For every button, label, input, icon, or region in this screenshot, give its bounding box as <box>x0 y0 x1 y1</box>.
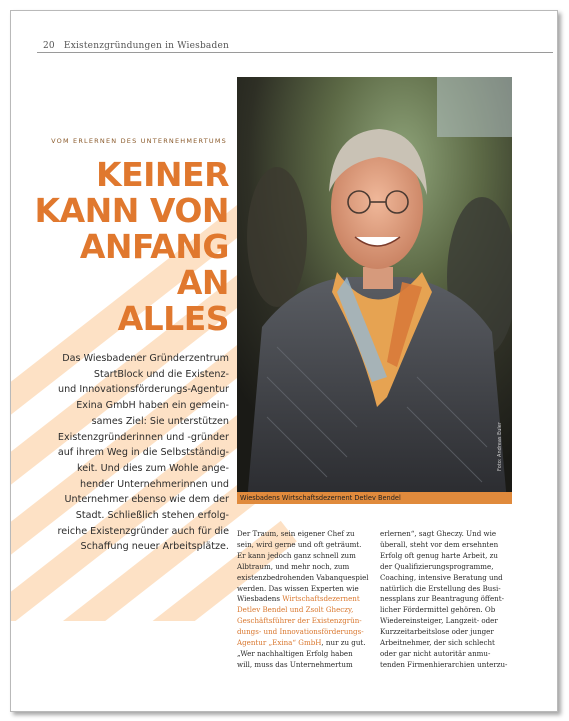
photo-caption: Wiesbadens Wirtschaftsdezernent Detlev Bendel <box>240 494 401 502</box>
highlight-run: Agentur „Exina“ GmbH <box>237 638 322 648</box>
body-line <box>237 638 371 649</box>
body-line: licher Fördermittel gehören. Ob <box>380 605 496 615</box>
headline <box>21 157 229 337</box>
highlight-run: dungs- und Innovationsförderungs- <box>237 627 364 637</box>
body-line <box>237 627 371 638</box>
highlight-run: Detlev Bendel und Zsolt Gheczy, <box>237 605 354 615</box>
highlight-run: Geschäftsführer der Existenzgrün- <box>237 616 362 626</box>
text-run: sein, wird gerne und oft geträumt. <box>237 539 362 549</box>
text-run: werden. Das wissen Experten wie <box>237 583 359 593</box>
intro-line: Exina GmbH haben ein gemein- <box>76 400 229 412</box>
body-line <box>237 540 371 551</box>
body-line <box>237 605 371 616</box>
intro-line: Unternehmer ebenso wie dem der <box>64 494 229 506</box>
intro-line: Existenzgründerinnen und -gründer <box>57 431 229 443</box>
intro-line: Das Wiesbadener Gründerzentrum <box>62 353 229 364</box>
intro-line: StartBlock und die Existenz- <box>93 368 229 380</box>
header-rule <box>37 52 553 53</box>
page-number: 20 <box>43 41 55 51</box>
intro-text <box>31 351 229 555</box>
intro-line: sames Ziel: Sie unterstützen <box>91 415 229 427</box>
body-column-1 <box>237 529 371 671</box>
text-run: existenzbedrohenden Vabanquespiel <box>237 572 369 582</box>
intro-line: reiche Existenzgründer auch für die <box>57 525 229 537</box>
highlight-run: Wirtschaftsdezernent <box>282 594 360 604</box>
magazine-page <box>10 10 558 712</box>
body-line <box>237 573 371 584</box>
intro-line: keit. Und dies zum Wohle ange- <box>76 462 229 474</box>
body-line <box>237 616 371 627</box>
kicker: VOM ERLERNEN DES UNTERNEHMERTUMS <box>51 137 227 145</box>
body-line: Wiedereinsteiger, Langzeit- oder <box>380 616 498 626</box>
intro-line: hender Unternehmerinnen und <box>80 478 229 490</box>
body-line: oder gar nicht autoritär anmu- <box>380 648 491 658</box>
body-line: erlernen“, sagt Gheczy. Und wie <box>380 529 497 538</box>
text-run: , nur zu gut. <box>321 638 366 648</box>
body-line: Kurzzeitarbeitslose oder junger <box>380 627 494 637</box>
body-line <box>237 551 371 562</box>
body-line: tenden Firmenhierarchien unterzu- <box>380 659 508 669</box>
text-run: Er kann jedoch ganz schnell zum <box>237 550 356 560</box>
text-run: Der Traum, sein eigener Chef zu <box>237 529 355 538</box>
body-line: natürlich die Erstellung des Busi- <box>380 583 501 593</box>
body-line <box>237 649 371 660</box>
portrait-photo <box>237 77 512 502</box>
text-run: Wiesbadens <box>237 594 283 604</box>
headline-line: KEINER <box>96 155 229 194</box>
body-line: überall, steht vor dem ersehnten <box>380 539 499 549</box>
intro-line: auf ihrem Weg in die Selbstständig- <box>57 447 229 459</box>
body-line <box>237 562 371 573</box>
body-line <box>237 594 371 605</box>
text-run: „Wer nachhaltigen Erfolg haben <box>237 648 353 658</box>
body-column-2 <box>380 529 514 671</box>
text-run: will, muss das Unternehmertum <box>237 659 353 669</box>
section-title: Existenzgründungen in Wiesbaden <box>63 41 229 51</box>
body-line: der Qualifizierungsprogramme, <box>380 561 494 571</box>
headline-line: KANN VON <box>34 191 229 230</box>
body-line <box>237 660 371 671</box>
intro-line: Stadt. Schließlich stehen erfolg- <box>75 510 229 522</box>
intro-line: Schaffung neuer Arbeitsplätze. <box>80 541 229 553</box>
body-line: Arbeitnehmer, der sich schlecht <box>380 638 495 648</box>
body-line: Erfolg oft genug harte Arbeit, zu <box>380 550 498 560</box>
body-line: nessplans zur Beantragung öffent- <box>380 594 504 604</box>
photo-credit: Foto: Andreas Euler <box>497 422 503 471</box>
body-line <box>237 584 371 595</box>
running-header <box>43 41 229 51</box>
body-line <box>237 529 371 540</box>
headline-line: ANFANG AN <box>79 227 229 302</box>
text-run: Albtraum, und mehr noch, zum <box>237 561 350 571</box>
headline-line: ALLES <box>117 299 229 338</box>
intro-line: und Innovationsförderungs-Agentur <box>58 384 229 396</box>
body-line: Coaching, intensive Beratung und <box>380 572 503 582</box>
